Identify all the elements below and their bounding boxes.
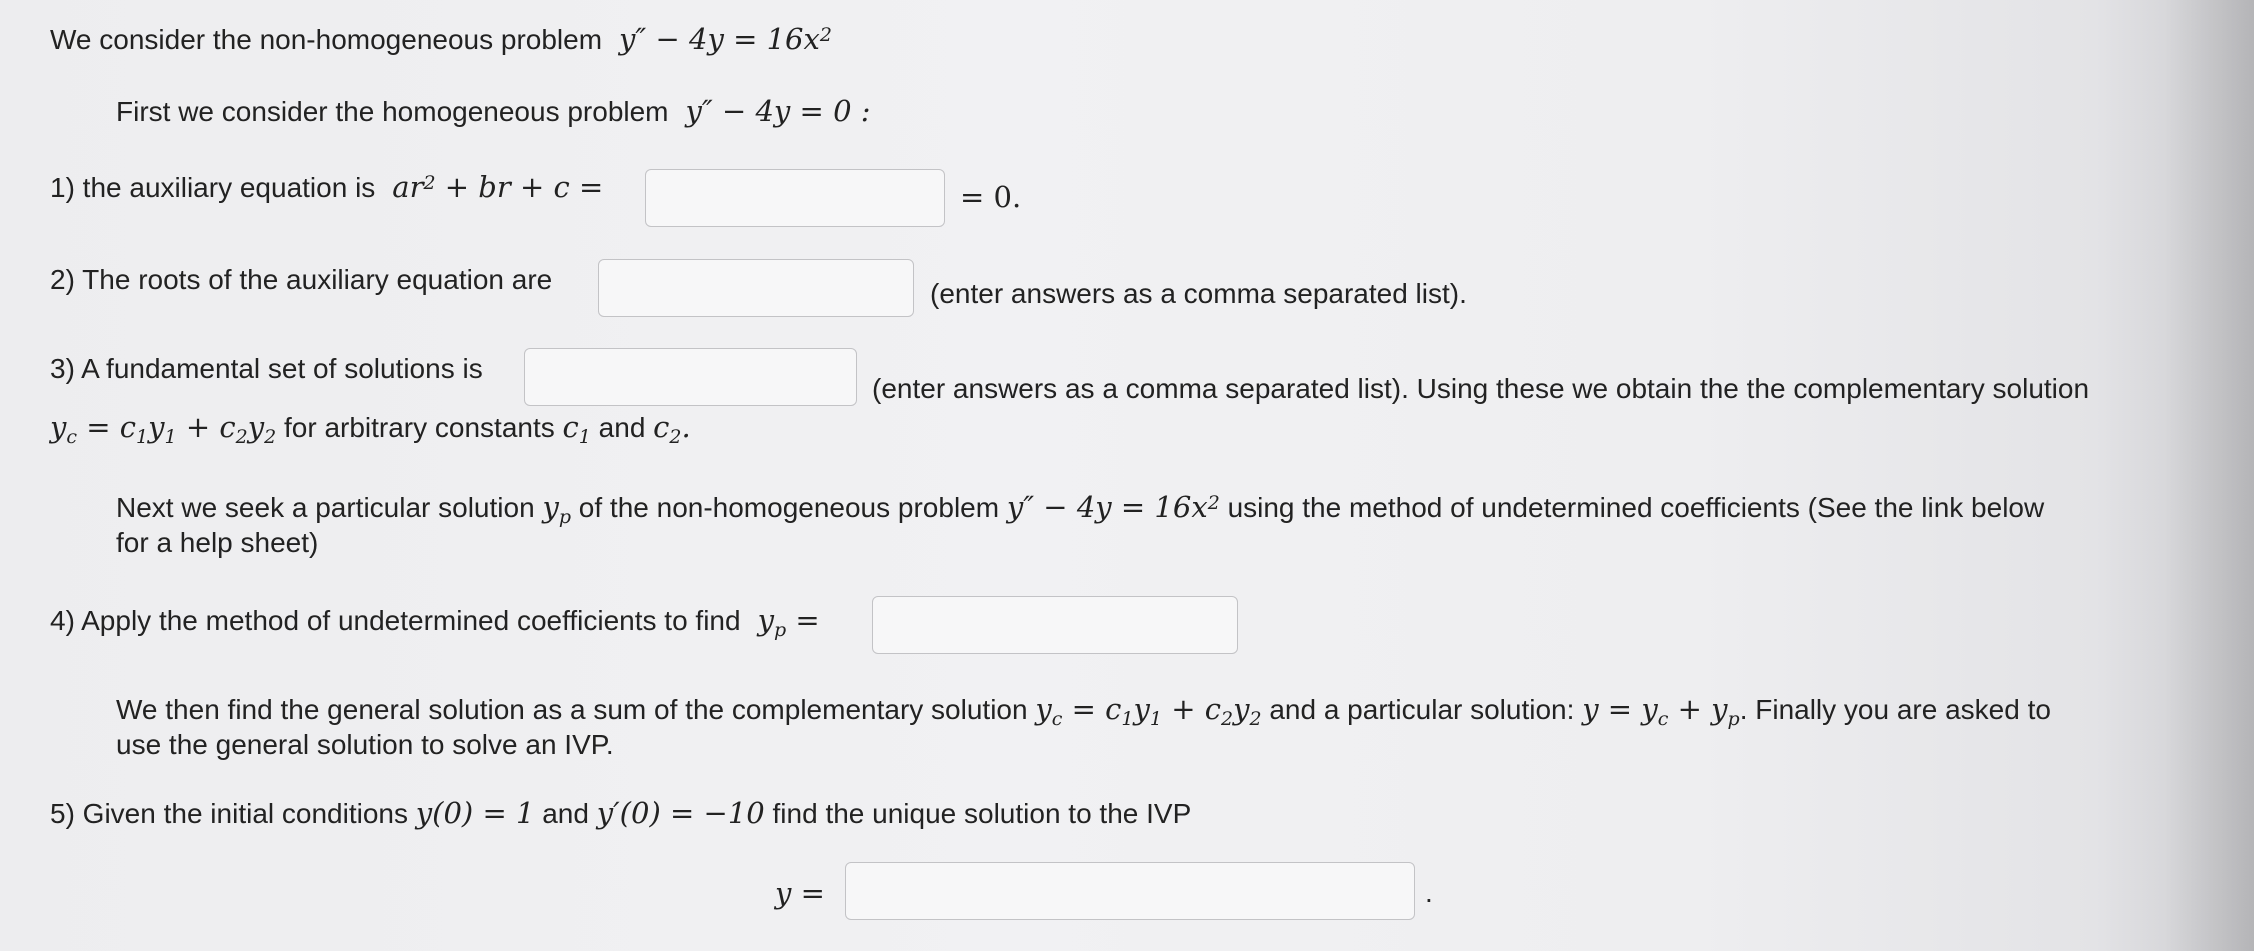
right-edge-shadow xyxy=(2164,0,2254,951)
q3-and: and xyxy=(598,412,646,443)
q3-hint: (enter answers as a comma separated list). Using these we obtain the the complementary solution xyxy=(872,373,2090,404)
q5-label-a: 5) Given the initial conditions xyxy=(50,798,408,829)
ivp-solution-input[interactable] xyxy=(845,862,1415,920)
homog-intro-text: First we consider the homogeneous problem xyxy=(116,96,669,127)
initial-condition-1: y(0) = 1 xyxy=(415,796,535,830)
general-text-c: . Finally you are asked to xyxy=(1739,694,2051,725)
q2-hint: (enter answers as a comma separated list). xyxy=(930,278,1467,309)
complementary-equation: $y_c = c_1y_1 + c_2y_2$ xyxy=(50,410,277,448)
q4-label-text: 4) Apply the method of undetermined coefficients to find xyxy=(50,605,741,636)
q3-line2-text: for arbitrary constants xyxy=(283,412,555,443)
constant-c1: $c_1$ xyxy=(562,410,591,448)
q4-label xyxy=(50,603,820,641)
q1-equation: $ar^2$ + br + c = xyxy=(383,170,604,204)
q5-equation: y = xyxy=(775,876,825,910)
homogeneous-intro xyxy=(116,94,871,129)
auxiliary-equation-input[interactable] xyxy=(645,169,945,227)
q5-label xyxy=(50,796,1191,831)
general-eq2: $y = y_c + y_p$ xyxy=(1582,692,1740,730)
problem-intro xyxy=(50,22,832,57)
particular-line1 xyxy=(116,490,2045,528)
intro-equation: $y'' - 4y = 16x^2$ xyxy=(609,22,832,56)
homog-equation: y″ − 4y = 0 : xyxy=(676,94,871,128)
q5-and: and xyxy=(542,798,589,829)
initial-condition-2: y′(0) = −10 xyxy=(596,796,765,830)
q2-label: 2) The roots of the auxiliary equation are xyxy=(50,264,553,295)
general-text-b: and a particular solution: xyxy=(1269,694,1575,725)
q1-label-text: 1) the auxiliary equation is xyxy=(50,172,376,203)
q1-label xyxy=(50,170,603,205)
particular-text-a: Next we seek a particular solution xyxy=(116,492,535,523)
general-text-a: We then find the general solution as a sum of the complementary solution xyxy=(116,694,1028,725)
general-eq1: $y_c = c_1y_1 + c_2y_2$ xyxy=(1035,692,1262,730)
q4-equation: $y_p$ = xyxy=(748,603,820,641)
q5-label-b: find the unique solution to the IVP xyxy=(772,798,1192,829)
constant-c2: $c_2$. xyxy=(653,410,691,448)
general-line2: use the general solution to solve an IVP. xyxy=(116,729,614,760)
fundamental-set-input[interactable] xyxy=(524,348,857,406)
q1-equals-zero: = 0. xyxy=(960,180,1022,214)
particular-text-b: of the non-homogeneous problem xyxy=(578,492,1000,523)
roots-input[interactable] xyxy=(598,259,914,317)
particular-solution-input[interactable] xyxy=(872,596,1238,654)
q3-line2 xyxy=(50,410,691,448)
particular-line2: for a help sheet) xyxy=(116,527,319,558)
particular-text-c: using the method of undetermined coefficients (See the link below xyxy=(1227,492,2045,523)
q5-period: . xyxy=(1425,877,1433,908)
intro-text: We consider the non-homogeneous problem xyxy=(50,24,603,55)
yp-symbol: $y_p$ xyxy=(542,490,571,528)
particular-equation: $y'' - 4y = 16x^2$ xyxy=(1006,490,1220,524)
general-line1 xyxy=(116,692,2051,730)
q3-label: 3) A fundamental set of solutions is xyxy=(50,353,483,384)
